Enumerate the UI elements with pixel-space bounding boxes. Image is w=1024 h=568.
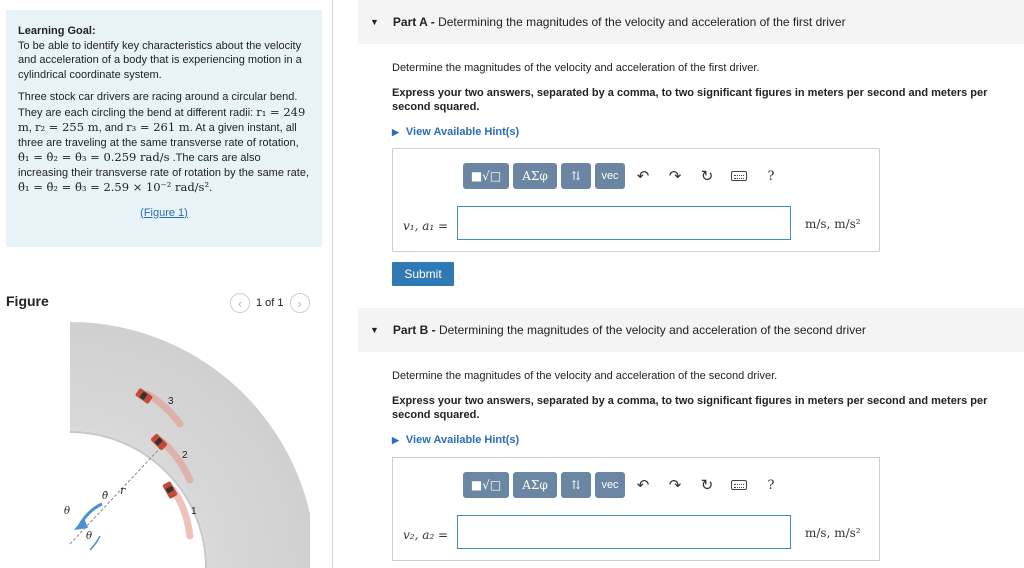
part-b-unit-label: m/s, m/s² [805, 526, 861, 540]
part-b-var-label: v₂, a₂ = [403, 528, 449, 542]
figure-link-wrap [18, 206, 310, 221]
problem-after-radii: . At a given instant, all three are traveling at the same transverse rate of rotation, [18, 122, 299, 149]
prev-figure-button[interactable] [230, 293, 250, 313]
reset-icon[interactable]: ↻ [700, 168, 714, 185]
part-b-body [392, 370, 1022, 446]
part-b-toolbar [463, 472, 785, 498]
car-label-2: 2 [182, 450, 188, 461]
submit-button[interactable]: Submit [392, 262, 454, 286]
car-label-1: 1 [191, 506, 197, 517]
caret-down-icon: ▼ [370, 325, 379, 335]
part-b-label: Part B - [392, 323, 436, 337]
keyboard-icon[interactable] [725, 163, 753, 189]
chevron-left-icon: ‹ [237, 295, 243, 311]
part-a-unit-label: m/s, m/s² [805, 217, 861, 231]
part-a-toolbar [463, 163, 785, 189]
theta-label-left: θ [64, 506, 71, 517]
figure-heading: Figure [6, 293, 49, 309]
vec-button[interactable]: vec [595, 163, 625, 189]
keyboard-glyph [731, 480, 747, 490]
figure-link[interactable]: (Figure 1) [140, 206, 188, 219]
help-icon[interactable]: ? [767, 477, 775, 493]
reset-icon[interactable]: ↻ [700, 477, 714, 494]
r-label: r [120, 484, 126, 497]
part-b-title: Determining the magnitudes of the velocity and acceleration of the second driver [438, 323, 866, 337]
car-label-3: 3 [168, 396, 174, 407]
templates-button[interactable]: ■√□ [463, 163, 509, 189]
part-a-label: Part A - [392, 15, 435, 29]
part-a-hint-label: View Available Hint(s) [405, 126, 520, 138]
figure-pager [230, 292, 310, 314]
part-b-answer-input[interactable] [457, 515, 791, 549]
arrows-button[interactable]: ⇅ [561, 163, 591, 189]
problem-intro: Three stock car drivers are racing around a circular bend. They are each circling the bend at different radii: [18, 91, 298, 119]
radius-1: r₁ = 249 m [18, 104, 306, 134]
caret-down-icon: ▼ [370, 17, 379, 27]
undo-icon[interactable]: ↶ [636, 477, 650, 494]
undo-icon[interactable]: ↶ [636, 168, 650, 185]
learning-goal-text: To be able to identify key characteristics about the velocity and acceleration of a body that is experiencing motion in a cylindrical coordinate system. [18, 39, 302, 81]
part-b-instruction: Express your two answers, separated by a comma, to two significant figures in meters per second and meters per second squared. [392, 395, 988, 421]
next-figure-button[interactable] [290, 293, 310, 313]
keyboard-icon[interactable] [725, 472, 753, 498]
caret-right-icon: ▶ [392, 126, 399, 137]
problem-end: . [209, 182, 213, 194]
problem-after-rate: .The cars are also increasing their transverse rate of rotation by the same rate, [18, 152, 310, 179]
redo-icon[interactable]: ↷ [668, 477, 682, 494]
greek-button[interactable]: AΣφ [513, 163, 557, 189]
theta-dot-expression: θ̇₁ = θ̇₂ = θ̇₃ = 0.259 rad/s [18, 150, 170, 164]
theta-dot-label: θ̇ [102, 491, 109, 502]
radius-3: r₃ = 261 m [126, 120, 190, 134]
part-b-hint-label: View Available Hint(s) [405, 434, 520, 446]
greek-button[interactable]: AΣφ [513, 472, 557, 498]
part-b-question: Determine the magnitudes of the velocity and acceleration of the second driver. [392, 370, 778, 382]
keyboard-glyph [731, 171, 747, 181]
figure-image [10, 322, 310, 568]
part-a-var-label: v₁, a₁ = [403, 219, 449, 233]
part-b-answer-box [392, 457, 880, 561]
part-a-answer-input[interactable] [457, 206, 791, 240]
redo-icon[interactable]: ↷ [668, 168, 682, 185]
pager-text: 1 of 1 [256, 297, 284, 309]
learning-goal-panel [6, 10, 322, 247]
help-icon[interactable]: ? [767, 168, 775, 184]
part-b-hint-link[interactable] [392, 434, 1022, 446]
part-a-answer-box [392, 148, 880, 252]
caret-right-icon: ▶ [392, 434, 399, 445]
theta-label-bottom: θ [86, 531, 93, 542]
vec-button[interactable]: vec [595, 472, 625, 498]
templates-button[interactable]: ■√□ [463, 472, 509, 498]
radius-2: r₂ = 255 m [35, 120, 99, 134]
part-a-instruction: Express your two answers, separated by a comma, to two significant figures in meters per second and meters per second squared. [392, 87, 988, 113]
part-b-header[interactable] [358, 308, 1024, 352]
part-a-header[interactable] [358, 0, 1024, 44]
arrows-button[interactable]: ⇅ [561, 472, 591, 498]
part-a-question: Determine the magnitudes of the velocity and acceleration of the first driver. [392, 62, 760, 74]
chevron-right-icon: › [297, 295, 302, 311]
theta-ddot-expression: θ̈₁ = θ̈₂ = θ̈₃ = 2.59 × 10⁻² rad/s² [18, 180, 210, 194]
part-a-hint-link[interactable] [392, 126, 1022, 138]
panel-divider [332, 0, 333, 568]
problem-statement: Three stock car drivers are racing around a circular bend. They are each circling the bend at different radii: r₁ = 249 m, r₂ = 255 m, and r₃ = 261 m. At a given instant, all three are traveling at the same transverse rate of rotation, θ̇₁ = θ̇₂ = θ̇₃ = 0.259 rad/s .The cars are also increasing their transverse rate of rotation by the same rate, θ̈₁ = θ̈₂ = θ̈₃ = 2.59 × 10⁻² rad/s². [18, 91, 310, 194]
learning-goal-title: Learning Goal: [18, 25, 96, 37]
part-a-body [392, 62, 1022, 138]
part-a-title: Determining the magnitudes of the velocity and acceleration of the first driver [438, 15, 846, 29]
